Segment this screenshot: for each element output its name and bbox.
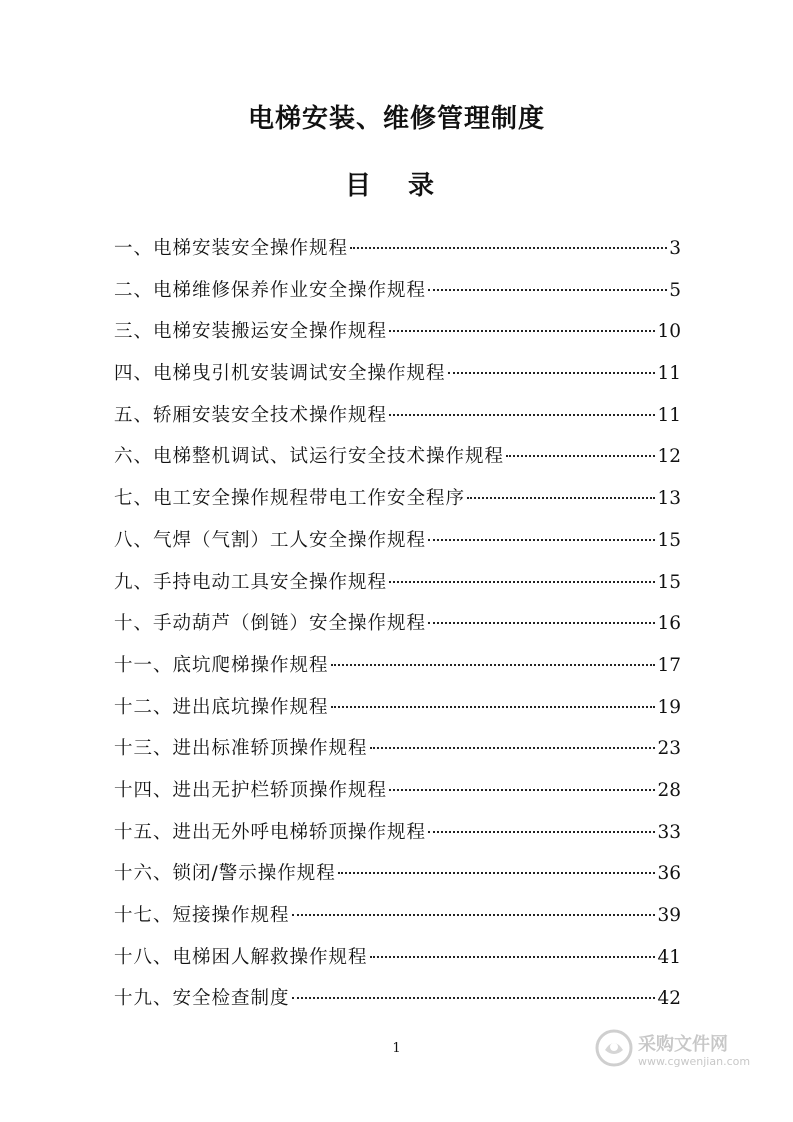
- toc-item-label: 十三、进出标准轿顶操作规程: [114, 738, 368, 760]
- watermark-logo-icon: [594, 1028, 634, 1068]
- toc-item-page: 15: [657, 571, 681, 593]
- toc-item-label: 十四、进出无护栏轿顶操作规程: [114, 779, 388, 801]
- toc-item[interactable]: [114, 523, 681, 565]
- watermark: [592, 1022, 772, 1082]
- toc-item-page: 5: [669, 279, 681, 301]
- toc-dot-leader: [350, 247, 667, 249]
- table-of-contents: [114, 231, 681, 1023]
- toc-item[interactable]: [114, 690, 681, 732]
- toc-item-label: 八、气焊（气割）工人安全操作规程: [114, 529, 427, 551]
- toc-item-label: 十九、安全检查制度: [114, 988, 290, 1010]
- page-number: 1: [392, 1041, 401, 1056]
- toc-item-page: 41: [657, 946, 681, 968]
- toc-item-label: 十二、进出底坑操作规程: [114, 696, 329, 718]
- toc-item-page: 3: [669, 238, 681, 259]
- toc-heading: 目 录: [344, 171, 449, 201]
- toc-item-label: 十一、底坑爬梯操作规程: [114, 654, 329, 676]
- watermark-url: www.cgwenjian.com: [638, 1055, 751, 1068]
- toc-dot-leader: [370, 956, 656, 958]
- toc-item-page: 15: [657, 529, 681, 551]
- toc-item-label: 九、手持电动工具安全操作规程: [114, 571, 388, 593]
- toc-dot-leader: [331, 664, 656, 666]
- toc-item-label: 十八、电梯困人解救操作规程: [114, 946, 368, 968]
- document-title: 电梯安装、维修管理制度: [247, 104, 545, 134]
- toc-item-page: 19: [657, 696, 681, 718]
- toc-item-page: 23: [657, 738, 681, 760]
- toc-item[interactable]: [114, 940, 681, 982]
- toc-item-page: 13: [657, 488, 681, 510]
- toc-item[interactable]: [114, 398, 681, 440]
- toc-dot-leader: [331, 706, 656, 708]
- toc-item-label: 十、手动葫芦（倒链）安全操作规程: [114, 613, 427, 635]
- toc-dot-leader: [370, 747, 656, 749]
- toc-item-label: 十七、短接操作规程: [114, 905, 290, 926]
- toc-item-page: 16: [657, 613, 681, 635]
- toc-item[interactable]: [114, 606, 681, 648]
- toc-item-page: 28: [657, 779, 681, 801]
- toc-item-label: 四、电梯曳引机安装调试安全操作规程: [114, 363, 446, 385]
- toc-item[interactable]: [114, 273, 681, 315]
- toc-dot-leader: [338, 872, 656, 874]
- toc-item-label: 五、轿厢安装安全技术操作规程: [114, 404, 388, 426]
- toc-item-page: 39: [657, 905, 681, 926]
- toc-item[interactable]: [114, 815, 681, 857]
- toc-item[interactable]: [114, 773, 681, 815]
- toc-dot-leader: [428, 622, 655, 624]
- toc-dot-leader: [389, 789, 655, 791]
- watermark-name: 采购文件网: [638, 1034, 728, 1055]
- toc-dot-leader: [292, 997, 656, 999]
- toc-item[interactable]: [114, 898, 681, 940]
- toc-dot-leader: [389, 581, 655, 583]
- toc-item-label: 十五、进出无外呼电梯轿顶操作规程: [114, 821, 427, 843]
- toc-dot-leader: [506, 455, 655, 457]
- toc-item-label: 一、电梯安装安全操作规程: [114, 238, 349, 259]
- toc-item[interactable]: [114, 439, 681, 481]
- toc-dot-leader: [389, 330, 655, 332]
- toc-item-page: 12: [657, 446, 681, 468]
- toc-dot-leader: [428, 831, 655, 833]
- toc-item-page: 36: [657, 863, 681, 885]
- toc-item-page: 33: [657, 821, 681, 843]
- toc-dot-leader: [448, 372, 656, 374]
- toc-item-label: 六、电梯整机调试、试运行安全技术操作规程: [114, 446, 505, 468]
- toc-item-label: 十六、锁闭/警示操作规程: [114, 863, 336, 885]
- toc-item-label: 二、电梯维修保养作业安全操作规程: [114, 279, 427, 301]
- toc-item[interactable]: [114, 231, 681, 273]
- toc-item[interactable]: [114, 648, 681, 690]
- toc-dot-leader: [428, 289, 667, 291]
- toc-dot-leader: [389, 414, 655, 416]
- toc-item-page: 42: [657, 988, 681, 1010]
- toc-item[interactable]: [114, 481, 681, 523]
- toc-item-page: 10: [657, 321, 681, 343]
- toc-item-label: 三、电梯安装搬运安全操作规程: [114, 321, 388, 343]
- toc-item[interactable]: [114, 314, 681, 356]
- toc-item-page: 17: [657, 654, 681, 676]
- toc-item-page: 11: [657, 363, 681, 385]
- toc-item[interactable]: [114, 856, 681, 898]
- toc-dot-leader: [467, 497, 655, 499]
- toc-dot-leader: [428, 539, 655, 541]
- toc-dot-leader: [292, 914, 656, 916]
- toc-item-label: 七、电工安全操作规程带电工作安全程序: [114, 488, 466, 510]
- toc-item[interactable]: [114, 981, 681, 1023]
- toc-item[interactable]: [114, 356, 681, 398]
- toc-item[interactable]: [114, 565, 681, 607]
- toc-item[interactable]: [114, 731, 681, 773]
- toc-item-page: 11: [657, 404, 681, 426]
